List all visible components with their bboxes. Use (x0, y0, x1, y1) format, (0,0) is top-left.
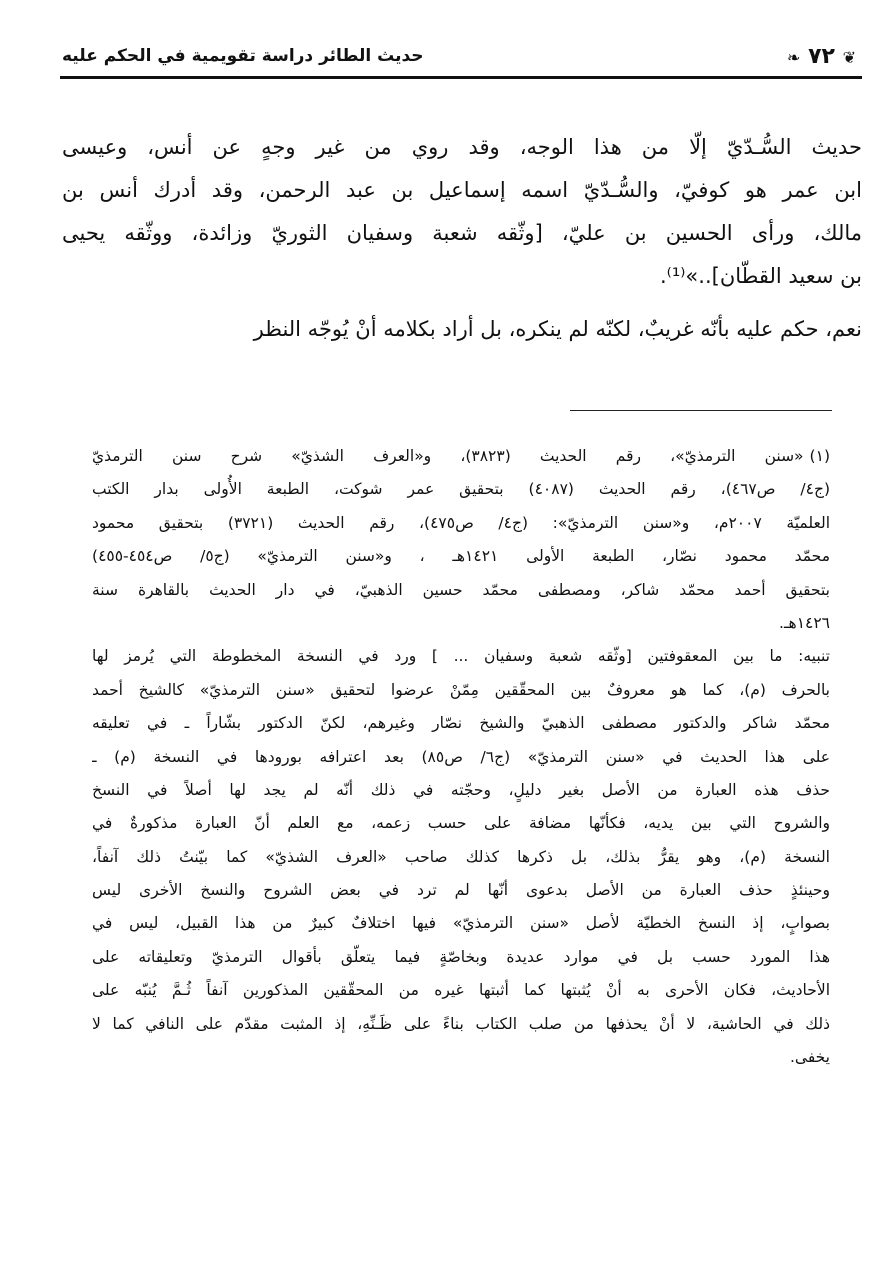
footnote-line: بتحقيق أحمد محمّد شاكر، ومصطفى محمّد حسين الذهبيّ، في دار الحديث بالقاهرة سنة (92, 580, 830, 599)
page-number-text: ٧٢ (808, 44, 835, 69)
text-line: مالك، ورأى الحسين بن عليّ، [وثّقه شعبة وسفيان الثوريّ وزائدة، ووثّقه يحيى (62, 221, 862, 245)
footnote-separator (570, 410, 832, 411)
ornament-icon: ❧ (786, 48, 801, 67)
header-title: حديث الطائر دراسة تقويمية في الحكم عليه (62, 46, 424, 66)
footnote-line: العلميّة ٢٠٠٧م، و«سنن الترمذيّ»: (ج٤/ ص٤٧٥)، رقم الحديث (٣٧٢١) بتحقيق محمود (92, 513, 830, 532)
footnote-line: بالحرف (م)، كما هو معروفٌ بين المحقّقين مِمّنْ عرضوا لتحقيق «سنن الترمذيّ» كالشيخ أحمد (92, 680, 830, 699)
footnotes (92, 440, 830, 1074)
footnote-line: الأحاديث، فكان الأحرى به أنْ يُثبتها كما أثبتها غيره من المحقّقين المذكورين آنفاً ثُـمَّ يُنبّه على (92, 981, 830, 1000)
footnote-line: محمّد محمود نصّار، الطبعة الأولى ١٤٢١هـ ، و«سنن الترمذيّ» (ج٥/ ص٤٥٤-٤٥٥) (92, 547, 830, 566)
text-line: بن سعيد القطّان]..»⁽¹⁾. (660, 264, 862, 288)
footnote-line: ذلك في الحاشية، لا أنْ يحذفها من صلب الكتاب بناءً على ظَـنِّهِ، إذ المثبت مقدّم على النافي كما لا (92, 1014, 830, 1033)
footnote-line: (١)«سنن الترمذيّ»، رقم الحديث (٣٨٢٣)، و«العرف الشذيّ» شرح سنن الترمذيّ (92, 440, 830, 473)
header-rule (60, 76, 862, 79)
footnote-number: (١) (809, 447, 830, 465)
text-line: نعم، حكم عليه بأنّه غريبٌ، لكنّه لم ينكره، بل أراد بكلامه أنْ يُوجّه النظر (253, 317, 862, 341)
footnote-line: تنبيه: ما بين المعقوفتين [وثّقه شعبة وسفيان ... ] ورد في النسخة المخطوطة التي يُرمز لها (92, 647, 830, 666)
footnote-line: ١٤٢٦هـ. (779, 613, 830, 632)
footnote-line: هذا المورد حسب بل في موارد عديدة وبخاصّةٍ فيما يتعلّق بأقوال الترمذيّ وتعليقاته على (92, 947, 830, 966)
text-line: حديث السُّـدّيّ إلّا من هذا الوجه، وقد روي من غير وجهٍ عن أنس، وعيسى (62, 135, 862, 159)
footnote-line: حذف هذه العبارة من الأصل بغير دليلٍ، وحجّته في ذلك أنّه لم يجد لها أصلاً في النسخ (92, 780, 830, 799)
footnote-line: محمّد شاكر والدكتور مصطفى الذهبيّ والشيخ نصّار وغيرهم، لكنّ الدكتور بشّاراً ـ في تعليقه (92, 714, 830, 733)
footnote-line: والشروح التي بين يديه، فكأنّها مضافة على حسب زعمه، مع العلم أنّ العبارة مذكورةٌ في (92, 814, 830, 833)
main-text (62, 126, 862, 351)
footnote-line: وحينئذٍ حذف العبارة من الأصل بدعوى أنّها لم ترد في بعض الشروح والنسخ الأخرى ليس (92, 881, 830, 900)
footnote-line: النسخة (م)، وهو يقرُّ بذلك، بل ذكرها كذلك صاحب «العرف الشذيّ» كما بيّنتُ ذلك آنفاً، (92, 847, 830, 866)
footnote-line: على هذا الحديث في «سنن الترمذيّ» (ج٦/ ص٨٥) بعد اعترافه بورودها في النسخة (م) ـ (92, 747, 830, 766)
footnote-line: يخفى. (789, 1048, 830, 1067)
ornament-icon: ❦ (842, 48, 856, 67)
footnote-line: (ج٤/ ص٤٦٧)، رقم الحديث (٤٠٨٧) بتحقيق عمر شوكت، الطبعة الأُولى بدار الكتب (92, 480, 830, 499)
footnote-line: بصوابٍ، إذ النسخ الخطيّة لأصل «سنن الترمذيّ» فيها اختلافٌ كبيرٌ من هذا القبيل، ليس في (92, 914, 830, 933)
running-header (60, 44, 862, 76)
page-number (787, 44, 856, 69)
text-line: ابن عمر هو كوفيّ، والسُّـدّيّ اسمه إسماعيل بن عبد الرحمن، وقد أدرك أنس بن (62, 178, 862, 202)
